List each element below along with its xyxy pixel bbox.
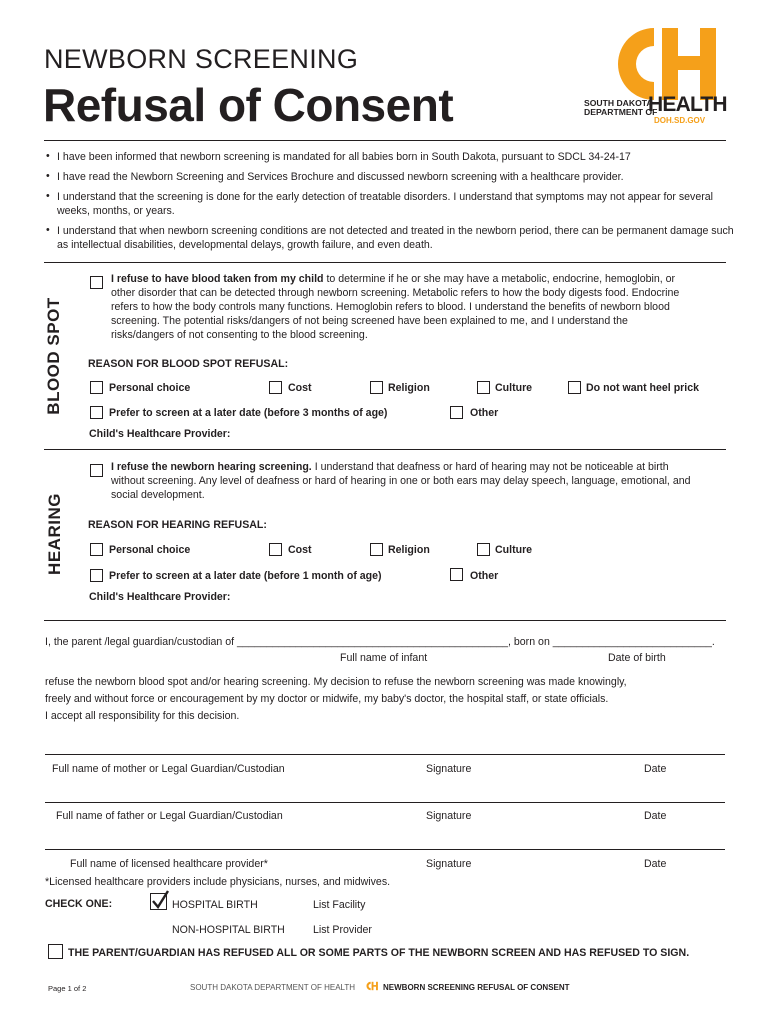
statement-para-2: freely and without force or encouragement by my doctor or midwife, my baby's doctor, the hospital staff, or state officials. [45, 693, 609, 705]
header-kicker: NEWBORN SCREENING [44, 44, 359, 74]
hearing-later-label: Prefer to screen at a later date (before 1 month of age) [109, 570, 382, 582]
section-rule [44, 620, 726, 621]
blood-spot-religion-checkbox[interactable] [370, 381, 383, 394]
blood-spot-personal-choice-checkbox[interactable] [90, 381, 103, 394]
list-provider-label: List Provider [313, 924, 372, 936]
sd-health-logo: SOUTH DAKOTA DEPARTMENT OF HEALTH DOH.SD.GOV [584, 24, 712, 128]
bullet-2: I have read the Newborn Screening and Services Brochure and discussed newborn screening with a healthcare provider. [57, 171, 624, 183]
hearing-side-label: HEARING [45, 493, 64, 575]
section-rule [44, 262, 726, 263]
blood-spot-culture-label: Culture [495, 382, 533, 394]
provider-name-caption: Full name of licensed healthcare provider* [70, 858, 268, 870]
hearing-religion-label: Religion [388, 544, 430, 556]
footnote: *Licensed healthcare providers include physicians, nurses, and midwives. [45, 876, 391, 888]
footer-title: NEWBORN SCREENING REFUSAL OF CONSENT [383, 983, 570, 992]
footer-page-number: Page 1 of 2 [48, 984, 87, 993]
blood-spot-other-checkbox[interactable] [450, 406, 463, 419]
hearing-culture-label: Culture [495, 544, 533, 556]
hearing-personal-choice-checkbox[interactable] [90, 543, 103, 556]
bullet-dot: • [46, 170, 50, 182]
header-rule [44, 140, 726, 141]
bullet-dot: • [46, 150, 50, 162]
infant-name-caption: Full name of infant [340, 652, 428, 664]
mother-name-caption: Full name of mother or Legal Guardian/Custodian [52, 763, 285, 775]
ch-logo-icon [614, 24, 734, 104]
refused-to-sign-checkbox[interactable] [48, 944, 63, 959]
hospital-birth-checkbox[interactable] [150, 893, 167, 910]
bullet-4: I understand that when newborn screening conditions are not detected and treated in the newborn period, there can be permanent damage such as intellectual disabilities, developmental delays, growth failure, and even death. [57, 225, 734, 251]
hearing-cost-label: Cost [288, 544, 312, 556]
hearing-refuse-checkbox[interactable] [90, 464, 103, 477]
provider-date-caption: Date [644, 858, 667, 870]
bullet-dot: • [46, 190, 50, 202]
bullet-dot: • [46, 224, 50, 236]
blood-spot-refuse-text: I refuse to have blood taken from my child to determine if he or she may have a metabolic, endocrine, hemoglobin, or other disorder that can be detected through newborn screening. Metabolic refers to how the body digests food. Endocrine refers to how the body controls many functions. Hemoglobin refers to blood. I understand the benefits of newborn blood screening. The potential risks/dangers of not being screened have been explained to me, and I understand the risks/dangers of not consenting to the blood screening. [111, 273, 680, 341]
mother-signature-caption: Signature [426, 763, 472, 775]
signature-line[interactable] [45, 849, 725, 850]
father-signature-caption: Signature [426, 810, 472, 822]
hearing-other-label: Other [470, 570, 499, 582]
footer-dept: SOUTH DAKOTA DEPARTMENT OF HEALTH [190, 983, 356, 992]
blood-spot-cost-label: Cost [288, 382, 312, 394]
father-name-caption: Full name of father or Legal Guardian/Custodian [56, 810, 283, 822]
blood-spot-personal-choice-label: Personal choice [109, 382, 191, 394]
blood-spot-provider-label: Child's Healthcare Provider: [89, 428, 231, 440]
list-facility-label: List Facility [313, 899, 366, 911]
page-title: Refusal of Consent [43, 79, 454, 131]
hearing-other-checkbox[interactable] [450, 568, 463, 581]
guardian-statement-line: I, the parent /legal guardian/custodian of ______________________________________________, born on ___________________________. [45, 636, 715, 648]
hearing-personal-choice-label: Personal choice [109, 544, 191, 556]
hearing-later-checkbox[interactable] [90, 569, 103, 582]
blood-spot-religion-label: Religion [388, 382, 430, 394]
mother-date-caption: Date [644, 763, 667, 775]
blood-spot-side-label: BLOOD SPOT [44, 297, 63, 415]
hearing-culture-checkbox[interactable] [477, 543, 490, 556]
blood-spot-later-checkbox[interactable] [90, 406, 103, 419]
refused-to-sign-label: THE PARENT/GUARDIAN HAS REFUSED ALL OR SOME PARTS OF THE NEWBORN SCREEN AND HAS REFUSED TO SIGN. [68, 947, 690, 959]
check-one-label: CHECK ONE: [45, 898, 113, 910]
bullet-3: I understand that the screening is done for the early detection of treatable disorders. I understand that symptoms may not appear for several weeks, months, or years. [57, 191, 714, 217]
provider-signature-caption: Signature [426, 858, 472, 870]
hearing-provider-label: Child's Healthcare Provider: [89, 591, 231, 603]
hearing-reason-heading: REASON FOR HEARING REFUSAL: [88, 519, 267, 531]
dob-caption: Date of birth [608, 652, 666, 664]
blood-spot-culture-checkbox[interactable] [477, 381, 490, 394]
hearing-refuse-text: I refuse the newborn hearing screening. I understand that deafness or hard of hearing may not be noticeable at birth without screening. Any level of deafness or hard of hearing in one or both ears may delay speech, language, emotional, and social development. [111, 461, 691, 501]
blood-spot-other-label: Other [470, 407, 499, 419]
statement-para-1: refuse the newborn blood spot and/or hearing screening. My decision to refuse the newborn screening was made knowingly, [45, 676, 627, 688]
non-hospital-birth-label: NON-HOSPITAL BIRTH [172, 924, 285, 936]
blood-spot-heel-prick-label: Do not want heel prick [586, 382, 700, 394]
hearing-cost-checkbox[interactable] [269, 543, 282, 556]
hearing-religion-checkbox[interactable] [370, 543, 383, 556]
bullet-1: I have been informed that newborn screening is mandated for all babies born in South Dakota, pursuant to SDCL 34-24-17 [57, 151, 631, 163]
blood-spot-reason-heading: REASON FOR BLOOD SPOT REFUSAL: [88, 358, 289, 370]
section-rule [44, 449, 726, 450]
blood-spot-later-label: Prefer to screen at a later date (before 3 months of age) [109, 407, 388, 419]
statement-para-3: I accept all responsibility for this decision. [45, 710, 240, 722]
blood-spot-refuse-checkbox[interactable] [90, 276, 103, 289]
footer-ch-logo-icon [366, 980, 380, 992]
blood-spot-cost-checkbox[interactable] [269, 381, 282, 394]
father-date-caption: Date [644, 810, 667, 822]
blood-spot-heel-prick-checkbox[interactable] [568, 381, 581, 394]
hospital-birth-label: HOSPITAL BIRTH [172, 899, 258, 911]
checkmark-icon [150, 890, 170, 910]
signature-line[interactable] [45, 802, 725, 803]
signature-line[interactable] [45, 754, 725, 755]
